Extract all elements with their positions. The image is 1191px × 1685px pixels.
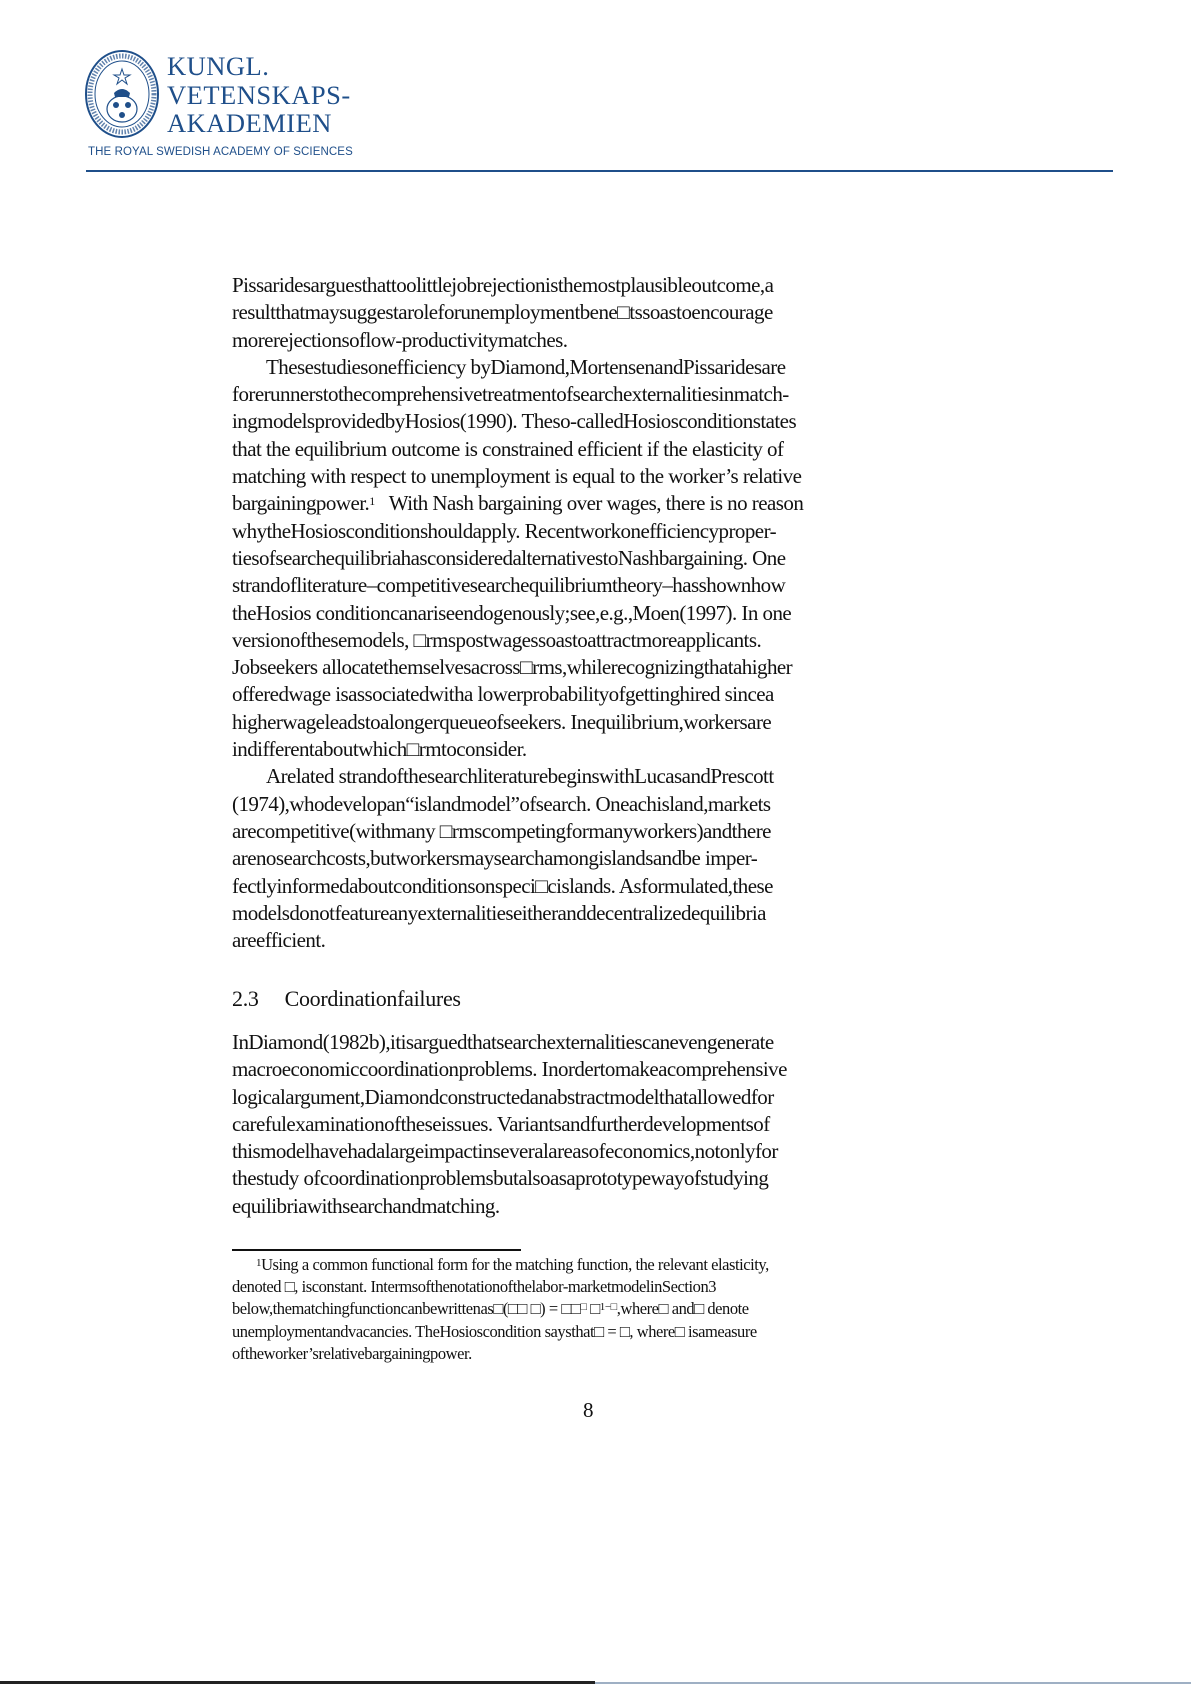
text-line: carefulexaminationoftheseissues. Variantsandfurtherdevelopmentsof (232, 1111, 770, 1136)
text-line: equilibriawithsearchandmatching. (232, 1193, 500, 1218)
text-line: areefficient. (232, 928, 326, 953)
text-line: arenosearchcosts,butworkersmaysearchamongislandsandbe imper- (232, 846, 758, 871)
text-fragment: □ (586, 1299, 600, 1319)
exponent: □ (580, 1301, 587, 1314)
footnote-line (232, 1298, 892, 1320)
text-line: Pissaridesarguesthattoolittlejobrejectionisthemostplausibleoutcome,a (232, 273, 774, 297)
section-number: 2.3 (232, 986, 259, 1011)
text-line: Arelated strandofthesearchliteraturebeginswithLucasandPrescott (266, 764, 774, 789)
wordmark-line-3: AKADEMIEN (167, 108, 332, 138)
bottom-border-right (595, 1682, 1191, 1684)
text-line: tiesofsearchequilibriahasconsideredalternativestoNashbargaining. One (232, 545, 786, 570)
text-line: ingmodelsprovidedbyHosios(1990). Theso-calledHosiosconditionstates (232, 409, 797, 434)
text-line: thestudy ofcoordinationproblemsbutalsoasaprototypewayofstudying (232, 1166, 769, 1191)
footnote-line: oftheworker’srelativebargainingpower. (232, 1343, 472, 1363)
academy-subtitle: THE ROYAL SWEDISH ACADEMY OF SCIENCES (88, 146, 353, 158)
footnote-line: unemploymentandvacancies. TheHosioscondition saysthat□ = □, where□ isameasure (232, 1321, 757, 1341)
section-text (232, 1029, 872, 1220)
text-line: InDiamond(1982b),itisarguedthatsearchexternalitiescanevengenerate (232, 1030, 774, 1054)
footnote-ref[interactable]: 1 (369, 494, 375, 509)
footnote-divider (232, 1249, 521, 1251)
text-line: Thesestudiesonefficiency byDiamond,MortensenandPissaridesare (266, 354, 786, 379)
text-line: higherwageleadstoalongerqueueofseekers. Inequilibrium,workersare (232, 709, 772, 734)
wordmark-line-1: KUNGL. (167, 51, 270, 81)
text-line: fectlyinformedaboutconditionsonspeci□cislands. Asformulated,these (232, 873, 773, 898)
body-text (232, 272, 872, 954)
footnote (232, 1254, 892, 1365)
text-line: thismodelhavehadalargeimpactinseveralareasofeconomics,notonlyfor (232, 1139, 778, 1164)
footnote-marker: 1 (256, 1257, 262, 1269)
text-line: resultthatmaysuggestaroleforunemploymentbene□tssoastoencourage (232, 300, 773, 325)
header-divider (86, 170, 1113, 172)
text-fragment: below,thematchingfunctioncanbewrittenas□(□□ □) = □□ (232, 1299, 581, 1319)
bottom-border (0, 1681, 595, 1684)
text-line: macroeconomiccoordinationproblems. Inordertomakeacomprehensive (232, 1057, 787, 1082)
text-line: (1974),whodevelopan“islandmodel”ofsearch. Oneachisland,markets (232, 791, 771, 816)
text-fragment: bargainingpower. (232, 491, 370, 516)
text-line: theHosios conditioncanariseendogenously;see,e.g.,Moen(1997). In one (232, 600, 792, 625)
text-line: forerunnerstothecomprehensivetreatmentofsearchexternalitiesinmatch- (232, 382, 789, 407)
text-line: morerejectionsoflow-productivitymatches. (232, 327, 568, 352)
text-line: Jobseekers allocatethemselvesacross□rms,whilerecognizingthatahigher (232, 655, 793, 680)
text-line: strandofliterature–competitivesearchequilibriumtheory–hasshownhow (232, 573, 786, 598)
text-line: whytheHosiosconditionshouldapply. Recentworkonefficiencyproper- (232, 518, 777, 543)
text-line: offeredwage isassociatedwitha lowerprobabilityofgettinghired sincea (232, 682, 774, 707)
page-number: 8 (583, 1398, 594, 1422)
text-line (232, 490, 872, 517)
text-fragment: ,where□ and□ denote (616, 1299, 749, 1319)
academy-seal-logo (84, 49, 160, 139)
footnote-line: denoted □, isconstant. Intermsofthenotationofthelabor-marketmodelinSection3 (232, 1277, 717, 1297)
footnote-line (232, 1254, 892, 1276)
exponent: 1−□ (599, 1301, 617, 1314)
text-line: indifferentaboutwhich□rmtoconsider. (232, 737, 527, 762)
text-fragment: Using a common functional form for the matching function, the relevant elasticity, (261, 1255, 769, 1274)
section-heading (232, 986, 461, 1012)
text-line: matching with respect to unemployment is equal to the worker’s relative (232, 464, 802, 489)
text-line: logicalargument,Diamondconstructedanabstractmodelthatallowedfor (232, 1084, 774, 1109)
academy-wordmark (167, 52, 351, 138)
text-line: that the equilibrium outcome is constrained efficient if the elasticity of (232, 436, 784, 461)
text-fragment: With Nash bargaining over wages, there is no reason (388, 491, 804, 516)
text-line: modelsdonotfeatureanyexternalitieseitheranddecentralizedequilibria (232, 900, 766, 925)
section-title: Coordinationfailures (284, 986, 461, 1011)
wordmark-line-2: VETENSKAPS- (167, 79, 351, 110)
text-line: arecompetitive(withmany □rmscompetingformanyworkers)andthere (232, 818, 771, 843)
text-line: versionofthesemodels, □rmspostwagessoastoattractmoreapplicants. (232, 627, 762, 652)
